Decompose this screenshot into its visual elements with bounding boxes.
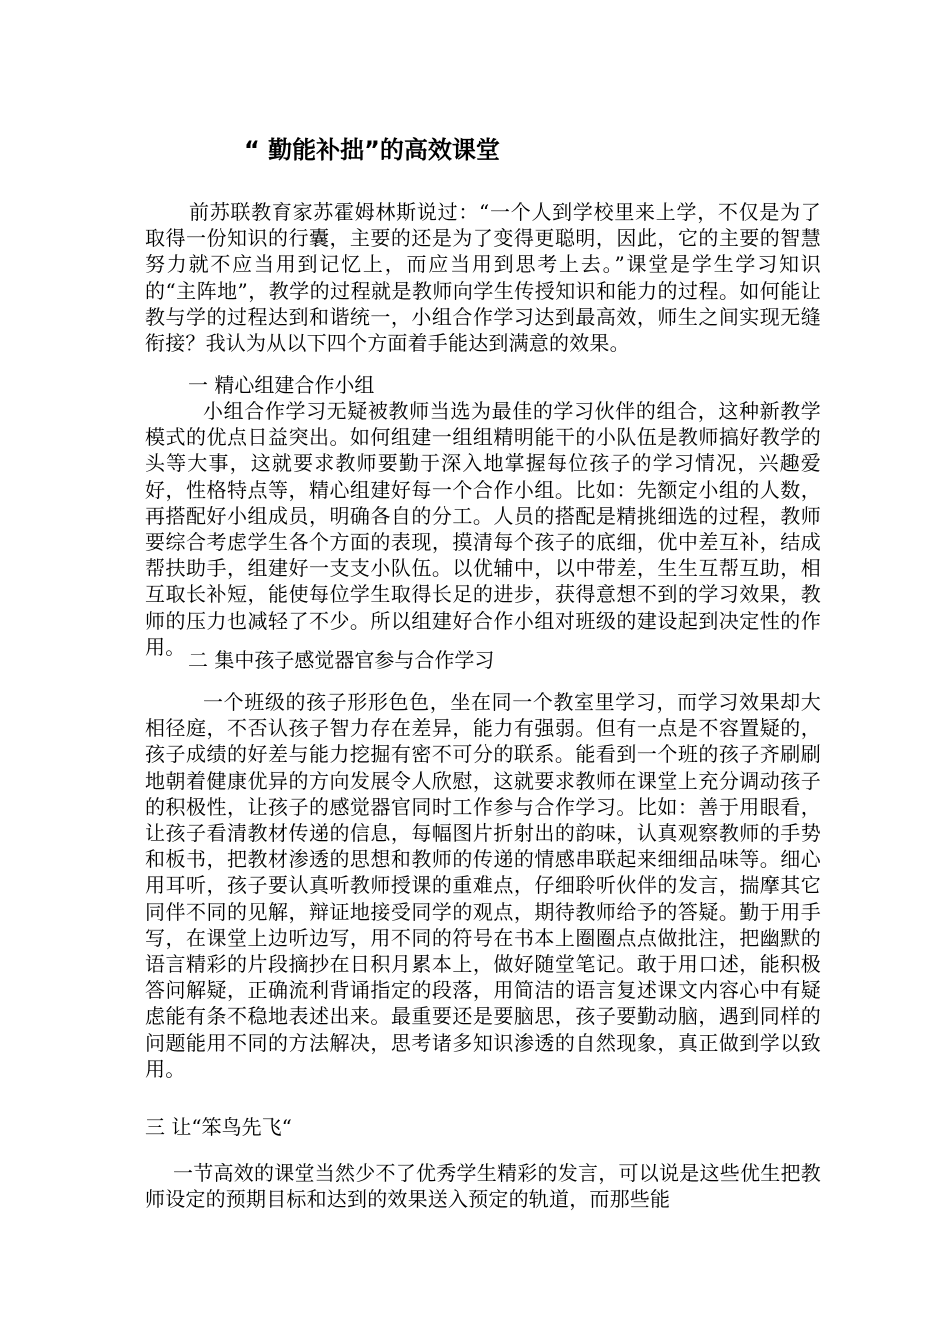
intro-paragraph: 前苏联教育家苏霍姆林斯说过：“一个人到学校里来上学，不仅是为了取得一份知识的行囊，主要的还是为了变得更聪明，因此，它的主要的智慧努力就不应当用到记忆上，而应当用到思考上去。”课堂是学生学习知识的“主阵地”，教学的过程就是教师向学生传授知识和能力的过程。如何能让教与学的过程达到和谐统一，小组合作学习达到最高效，师生之间实现无缝衔接？我认为从以下四个方面着手能达到满意的效果。 bbox=[145, 200, 821, 356]
document-title: “ 勤能补拙”的高效课堂 bbox=[244, 136, 500, 164]
section-3-paragraph: 一节高效的课堂当然少不了优秀学生精彩的发言，可以说是这些优生把教师设定的预期目标和达到的效果送入预定的轨道，而那些能 bbox=[145, 1161, 821, 1212]
section-heading-1: 一 精心组建合作小组 bbox=[188, 373, 375, 397]
section-heading-2: 二 集中孩子感觉器官参与合作学习 bbox=[188, 648, 495, 672]
section-heading-3: 三 让“笨鸟先飞“ bbox=[145, 1115, 292, 1139]
section-2-paragraph: 一个班级的孩子形形色色，坐在同一个教室里学习，而学习效果却大相径庭，不否认孩子智力存在差异，能力有强弱。但有一点是不容置疑的，孩子成绩的好差与能力挖掘有密不可分的联系。能看到一个班的孩子齐刷刷地朝着健康优异的方向发展令人欣慰，这就要求教师在课堂上充分调动孩子的积极性，让孩子的感觉器官同时工作参与合作学习。比如：善于用眼看，让孩子看清教材传递的信息，每幅图片折射出的韵味，认真观察教师的手势和板书，把教材渗透的思想和教师的传递的情感串联起来细细品味等。细心用耳听，孩子要认真听教师授课的重难点，仔细聆听伙伴的发言，揣摩其它同伴不同的见解，辩证地接受同学的观点，期待教师给予的答疑。勤于用手写，在课堂上边听边写，用不同的符号在书本上圈圈点点做批注，把幽默的语言精彩的片段摘抄在日积月累本上，做好随堂笔记。敢于用口述，能积极答问解疑，正确流利背诵指定的段落，用简洁的语言复述课文内容心中有疑虑能有条不稳地表述出来。最重要还是要脑思，孩子要勤动脑，遇到同样的问题能用不同的方法解决，思考诸多知识渗透的自然现象，真正做到学以致用。 bbox=[145, 690, 821, 1081]
section-1-paragraph: 小组合作学习无疑被教师当选为最佳的学习伙伴的组合，这种新教学模式的优点日益突出。如何组建一组组精明能干的小队伍是教师搞好教学的头等大事，这就要求教师要勤于深入地掌握每位孩子的学习情况，兴趣爱好，性格特点等，精心组建好每一个合作小组。比如：先额定小组的人数，再搭配好小组成员，明确各自的分工。人员的搭配是精挑细选的过程，教师要综合考虑学生各个方面的表现，摸清每个孩子的底细，优中差互补，结成帮扶助手，组建好一支支小队伍。以优辅中，以中带差，生生互帮互助，相互取长补短，能使每位学生取得长足的进步，获得意想不到的学习效果，教师的压力也减轻了不少。所以组建好合作小组对班级的建设起到决定性的作用。 bbox=[145, 399, 821, 659]
